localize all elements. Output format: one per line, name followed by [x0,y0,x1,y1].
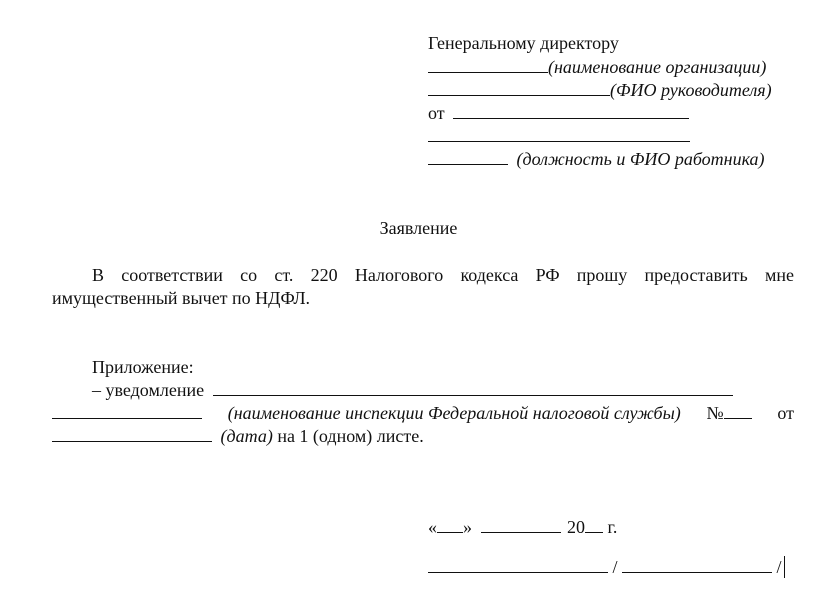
month-blank [481,517,561,533]
sheet-text: на 1 (одном) листе. [277,426,424,446]
organization-line [428,56,766,78]
from-word: от [777,403,794,423]
from-label: от [428,103,445,123]
document-title [0,217,837,239]
from-blank [453,103,689,119]
year-suffix: г. [607,517,618,537]
signature-date-line [428,516,617,538]
document-title-text: Заявление [379,218,458,238]
signature-separator: / [612,557,618,577]
from-line [428,102,689,124]
body-line-1 [92,264,794,286]
quote-close: » [463,517,472,537]
notice-blank [213,380,733,396]
notice-line [92,379,733,401]
number-sign: № [706,403,724,423]
signature-line [428,556,785,578]
year-blank [585,517,603,533]
quote-open: « [428,517,437,537]
addressee-line [428,32,619,54]
employee-line [428,148,765,170]
position-blank [428,149,508,165]
day-blank [437,517,463,533]
inspection-line [52,402,794,424]
number-group [706,402,751,424]
notice-label: – уведомление [92,380,205,400]
signature-blank [428,557,608,573]
name-decoding-blank [622,557,772,573]
date-line [52,425,424,447]
addressee-text: Генеральному директору [428,33,619,53]
employee-blank [428,126,690,142]
number-blank [724,403,752,419]
organization-hint: (наименование организации) [548,57,767,77]
employee-hint: (должность и ФИО работника) [516,149,765,169]
year-prefix: 20 [567,517,585,537]
body-line-1-text: В соответствии со ст. 220 Налогового кодекса РФ прошу предоставить мне [92,265,794,285]
text-cursor [784,556,785,578]
attachment-label-text: Приложение: [92,357,194,377]
body-line-2 [52,287,310,309]
employee-blank-line [428,125,690,147]
director-blank [428,80,610,96]
closing-slash: / [776,557,782,577]
attachment-label [92,356,194,378]
inspection-blank [52,403,202,419]
director-line [428,79,772,101]
body-line-2-text: имущественный вычет по НДФЛ. [52,288,311,308]
inspection-hint: (наименование инспекции Федеральной налоговой службы) [227,403,681,423]
director-hint: (ФИО руководителя) [610,80,772,100]
organization-blank [428,57,548,73]
date-hint: (дата) [220,426,273,446]
date-blank [52,426,212,442]
